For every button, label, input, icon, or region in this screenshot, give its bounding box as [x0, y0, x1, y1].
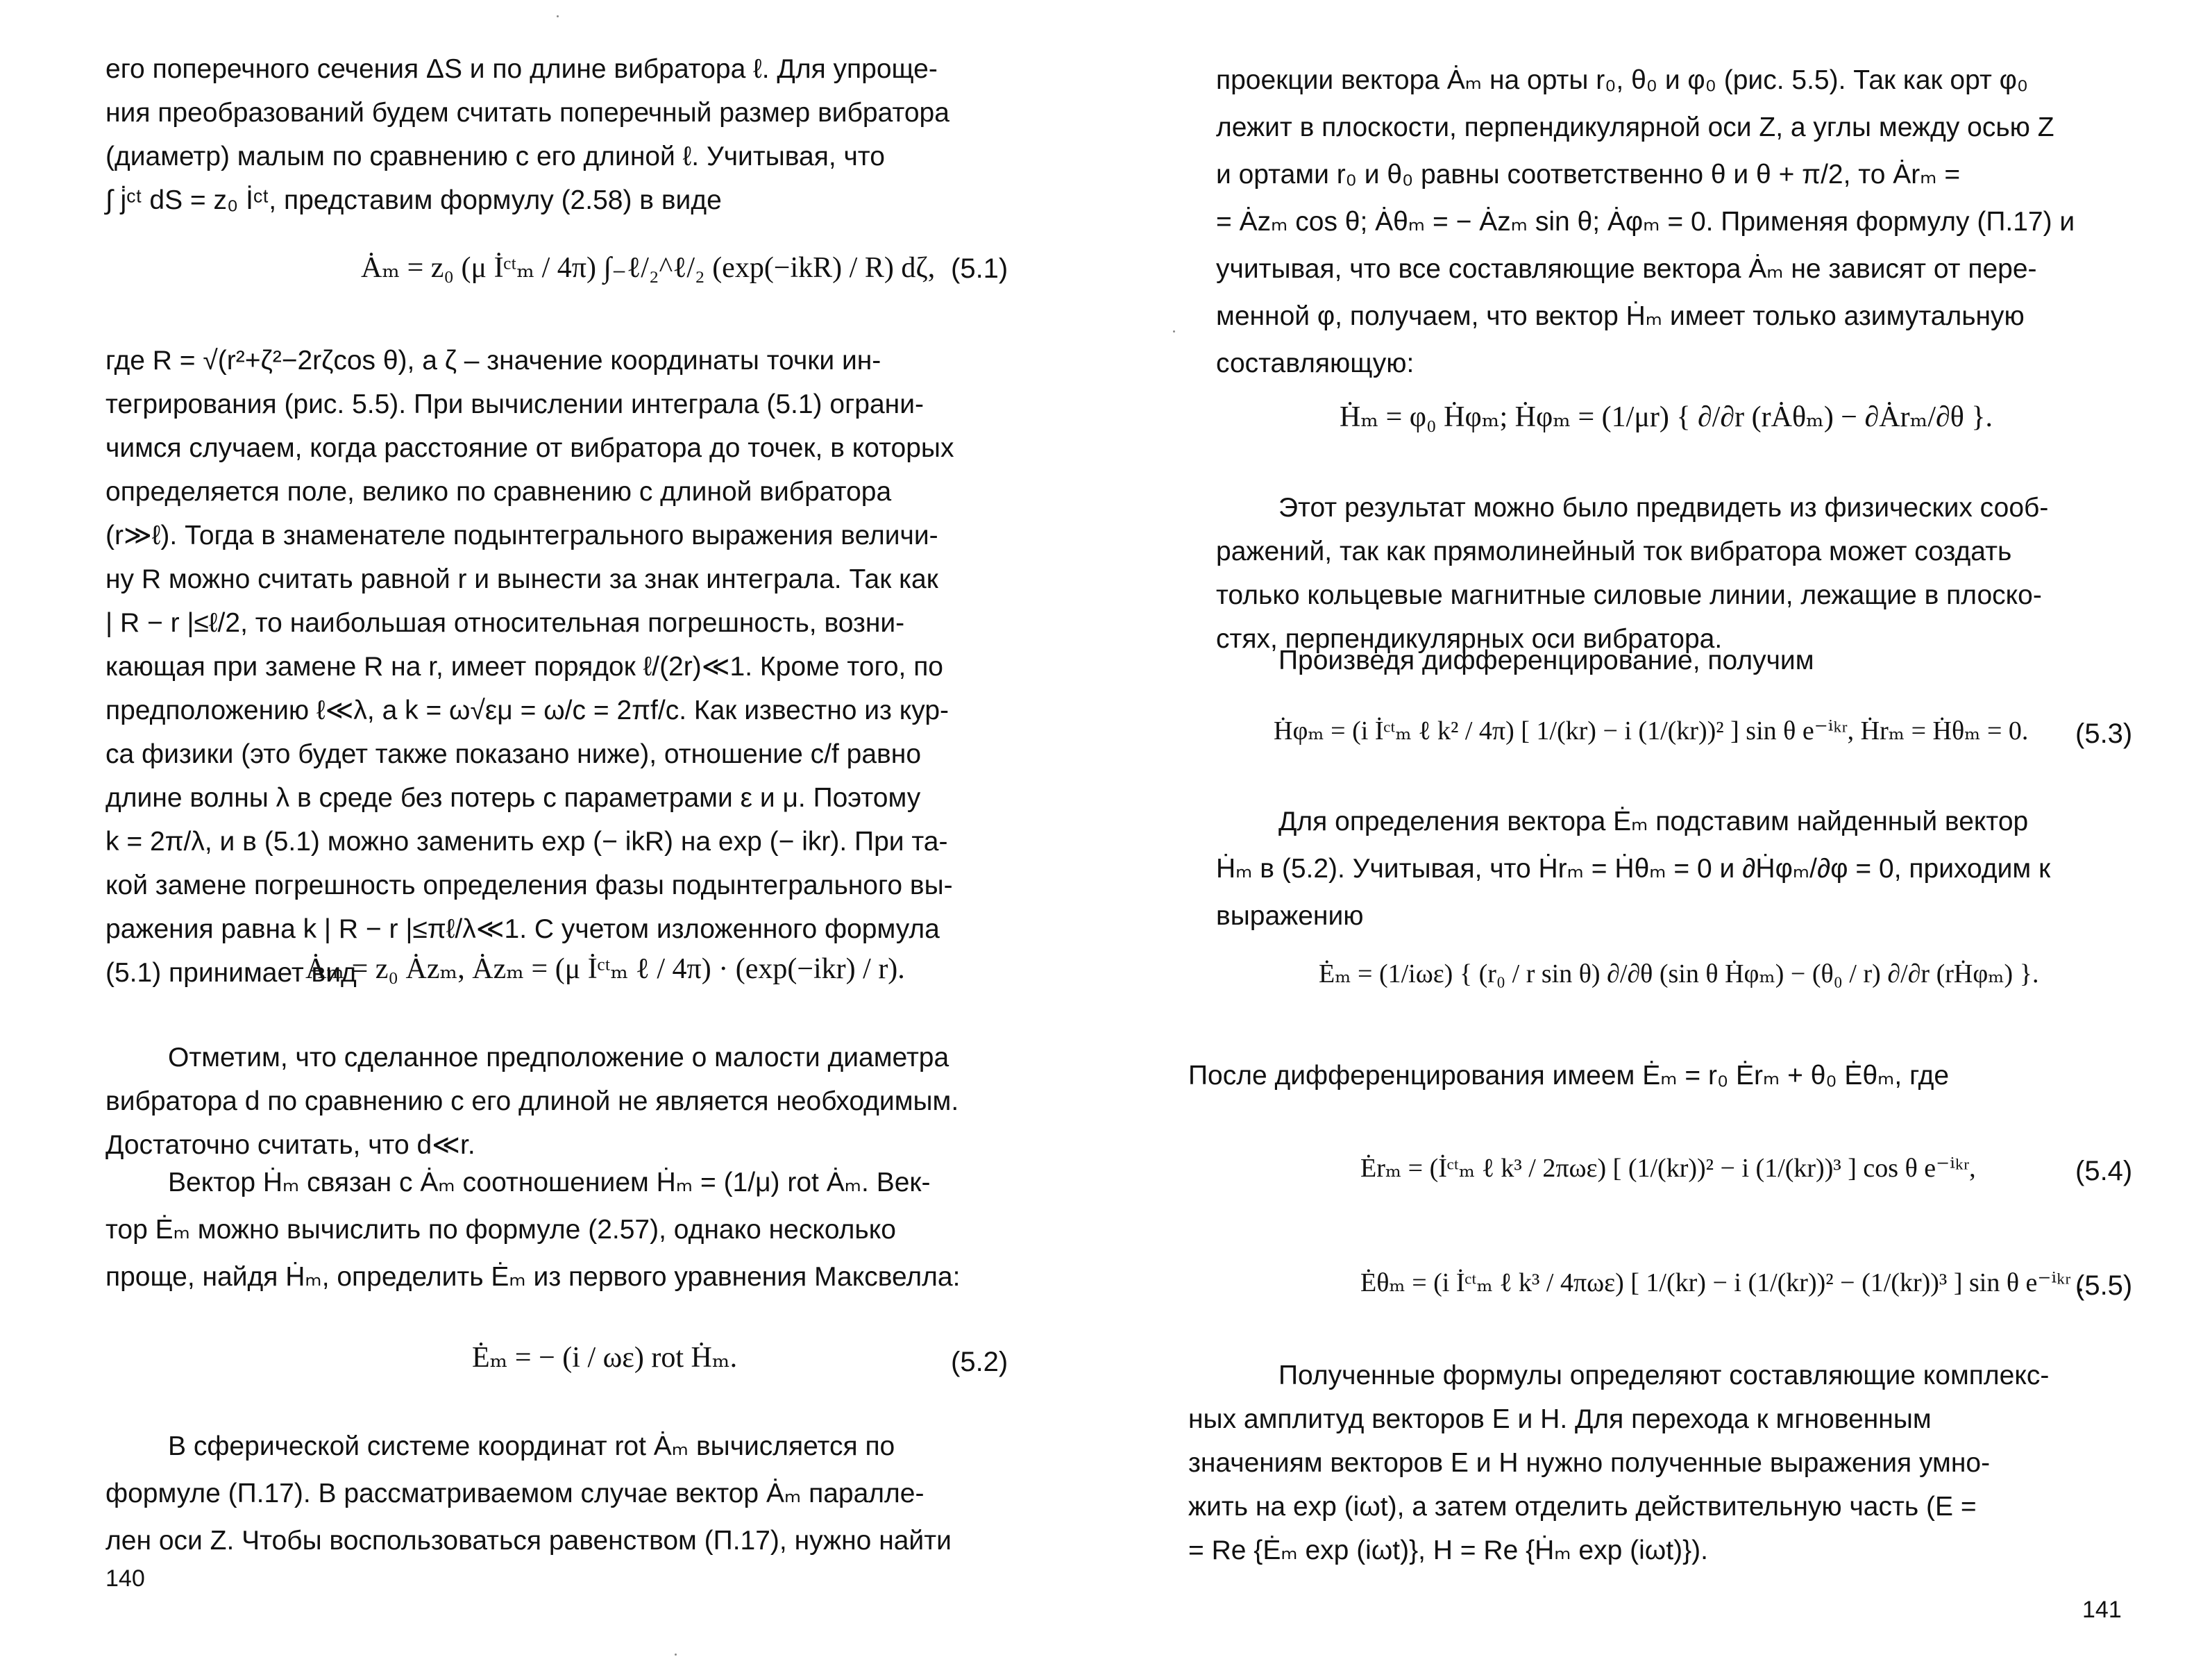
- equation-h-phi: Ḣₘ = φ₀ Ḣφₘ; Ḣφₘ = (1/μr) { ∂/∂r (rȦθₘ) − ∂Ȧrₘ/∂θ }.: [1340, 401, 1993, 433]
- text-line: проще, найдя Ḣₘ, определить Ėₘ из первого уравнения Максвелла:: [105, 1262, 961, 1292]
- text-line: лежит в плоскости, перпендикулярной оси Z, а углы между осью Z: [1216, 112, 2054, 142]
- text-line: определяется поле, велико по сравнению с длиной вибратора: [105, 477, 892, 507]
- text-line: = Ȧzₘ cos θ; Ȧθₘ = − Ȧzₘ sin θ; Ȧφₘ = 0. Применяя формулу (П.17) и: [1216, 207, 2075, 237]
- text-line: учитывая, что все составляющие вектора Ȧₘ не зависят от пере-: [1216, 254, 2037, 284]
- scan-speck: [1173, 330, 1175, 333]
- text-line: его поперечного сечения ΔS и по длине вибратора ℓ. Для упроще-: [105, 54, 938, 84]
- equation-number: (5.2): [951, 1347, 1008, 1377]
- text-line: кой замене погрешность определения фазы подынтегрального вы-: [105, 870, 953, 900]
- equation-5-3: Ḣφₘ = (i İᶜᵗₘ ℓ k² / 4π) [ 1/(kr) − i (1/(kr))² ] sin θ e⁻ⁱᵏʳ, Ḣrₘ = Ḣθₘ = 0.: [1274, 716, 2029, 746]
- left-page: [0, 0, 1083, 1666]
- text-line: только кольцевые магнитные силовые линии, лежащие в плоско-: [1216, 580, 2042, 610]
- text-line: кающая при замене R на r, имеет порядок ℓ/(2r)≪1. Кроме того, по: [105, 652, 944, 682]
- left-paragraph-4: [105, 1159, 1022, 1301]
- text-line: = Re {Ėₘ exp (iωt)}, H = Re {Ḣₘ exp (iωt)}).: [1188, 1535, 1708, 1565]
- text-line: ну R можно считать равной r и вынести за знак интеграла. Так как: [105, 564, 938, 594]
- text-line: где R = √(r²+ζ²−2rζcos θ), а ζ – значение координаты точки ин-: [105, 346, 881, 376]
- equation-number: (5.5): [2075, 1270, 2133, 1301]
- right-page: [1111, 0, 2212, 1666]
- right-paragraph-4: [1216, 798, 2146, 940]
- page-number: 140: [105, 1565, 145, 1592]
- text-line: значениям векторов E и H нужно полученные выражения умно-: [1188, 1448, 1991, 1478]
- text-line: тор Ėₘ можно вычислить по формуле (2.57), однако несколько: [105, 1215, 896, 1245]
- text-line: са физики (это будет также показано ниже), отношение c/f равно: [105, 739, 922, 769]
- equation-5-5: Ėθₘ = (i İᶜᵗₘ ℓ k³ / 4πωε) [ 1/(kr) − i (1/(kr))² − (1/(kr))³ ] sin θ e⁻ⁱᵏʳ .: [1360, 1268, 2084, 1297]
- text-line: Произведя дифференцирование, получим: [1278, 646, 1814, 675]
- text-line: тегрирования (рис. 5.5). При вычислении интеграла (5.1) ограни-: [105, 389, 924, 419]
- equation-5-1: Ȧₘ = z₀ (μ İᶜᵗₘ / 4π) ∫₋ℓ/₂^ℓ/₂ (exp(−ikR) / R) dζ,: [361, 252, 936, 284]
- text-line: (5.1) принимает вид: [105, 958, 357, 988]
- right-paragraph-2: [1216, 486, 2146, 661]
- equation-number: (5.3): [2075, 718, 2133, 749]
- text-line: стях, перпендикулярных оси вибратора.: [1216, 624, 1723, 654]
- equation-5-2: Ėₘ = − (i / ωε) rot Ḣₘ.: [472, 1342, 738, 1374]
- equation-number: (5.4): [2075, 1156, 2133, 1186]
- text-line: жить на exp (iωt), а затем отделить действительную часть (E =: [1188, 1492, 1977, 1522]
- right-paragraph-6: [1188, 1354, 2146, 1572]
- right-paragraph-5: [1188, 1054, 2146, 1097]
- scan-speck: [675, 1654, 677, 1656]
- page-number: 141: [2082, 1597, 2122, 1623]
- text-line: Вектор Ḣₘ связан с Ȧₘ соотношением Ḣₘ = (1/μ) rot Ȧₘ. Век-: [168, 1168, 931, 1197]
- left-paragraph-1: [105, 47, 1022, 222]
- scan-speck: [557, 15, 559, 17]
- text-line: и ортами r₀ и θ₀ равны соответственно θ и θ + π/2, то Ȧrₘ =: [1216, 160, 1961, 190]
- text-line: чимся случаем, когда расстояние от вибратора до точек, в которых: [105, 433, 954, 463]
- equation-5-4: Ėrₘ = (İᶜᵗₘ ℓ k³ / 2πωε) [ (1/(kr))² − i (1/(kr))³ ] cos θ e⁻ⁱᵏʳ,: [1360, 1154, 1976, 1183]
- text-line: предположению ℓ≪λ, а k = ω√εμ = ω/c = 2πf/c. Как известно из кур-: [105, 696, 949, 725]
- right-paragraph-3: [1278, 639, 2146, 682]
- equation-a-zm: Ȧₘ = z₀ Ȧzₘ, Ȧzₘ = (μ İᶜᵗₘ ℓ / 4π) · (exp(−ikr) / r).: [305, 953, 905, 985]
- text-line: ∫ j̇ᶜᵗ dS = z₀ İᶜᵗ, представим формулу (2.58) в виде: [105, 185, 722, 215]
- text-line: вибратора d по сравнению с его длиной не является необходимым.: [105, 1086, 959, 1116]
- text-line: ния преобразований будем считать поперечный размер вибратора: [105, 98, 949, 128]
- text-line: Полученные формулы определяют составляющие комплекс-: [1278, 1361, 2050, 1390]
- text-line: В сферической системе координат rot Ȧₘ вычисляется по: [168, 1431, 895, 1461]
- left-paragraph-2: [105, 339, 1022, 995]
- text-line: выражению: [1216, 901, 1364, 931]
- text-line: k = 2π/λ, и в (5.1) можно заменить exp (− ikR) на exp (− ikr). При та-: [105, 827, 948, 857]
- left-paragraph-3: [105, 1036, 1022, 1167]
- text-line: Этот результат можно было предвидеть из физических сооб-: [1278, 493, 2049, 523]
- text-line: Достаточно считать, что d≪r.: [105, 1130, 475, 1160]
- left-paragraph-5: [105, 1423, 1022, 1565]
- equation-number: (5.1): [951, 253, 1008, 284]
- text-line: | R − r |≤ℓ/2, то наибольшая относительная погрешность, возни-: [105, 608, 905, 638]
- text-line: Ḣₘ в (5.2). Учитывая, что Ḣrₘ = Ḣθₘ = 0 и ∂Ḣφₘ/∂φ = 0, приходим к: [1216, 854, 2051, 884]
- text-line: составляющую:: [1216, 348, 1415, 378]
- equation-e-vector: Ėₘ = (1/iωε) { (r₀ / r sin θ) ∂/∂θ (sin θ Ḣφₘ) − (θ₀ / r) ∂/∂r (rḢφₘ) }.: [1319, 959, 2039, 988]
- text-line: (r≫ℓ). Тогда в знаменателе подынтегрального выражения величи-: [105, 521, 938, 550]
- text-line: (диаметр) малым по сравнению с его длиной ℓ. Учитывая, что: [105, 142, 885, 171]
- text-line: Для определения вектора Ėₘ подставим найденный вектор: [1278, 807, 2029, 836]
- text-line: ных амплитуд векторов E и H. Для перехода к мгновенным: [1188, 1404, 1932, 1434]
- text-line: ражений, так как прямолинейный ток вибратора может создать: [1216, 537, 2012, 566]
- text-line: ражения равна k | R − r |≤πℓ/λ≪1. С учетом изложенного формула: [105, 914, 940, 944]
- text-line: проекции вектора Ȧₘ на орты r₀, θ₀ и φ₀ (рис. 5.5). Так как орт φ₀: [1216, 65, 2029, 95]
- text-line: менной φ, получаем, что вектор Ḣₘ имеет только азимутальную: [1216, 301, 2025, 331]
- text-line: После дифференцирования имеем Ėₘ = r₀ Ėrₘ + θ₀ Ėθₘ, где: [1188, 1061, 1950, 1091]
- right-paragraph-1: [1216, 57, 2146, 387]
- text-line: лен оси Z. Чтобы воспользоваться равенством (П.17), нужно найти: [105, 1526, 952, 1556]
- text-line: формуле (П.17). В рассматриваемом случае вектор Ȧₘ паралле-: [105, 1479, 925, 1508]
- text-line: Отметим, что сделанное предположение о малости диаметра: [168, 1043, 949, 1072]
- text-line: длине волны λ в среде без потерь с параметрами ε и μ. Поэтому: [105, 783, 921, 813]
